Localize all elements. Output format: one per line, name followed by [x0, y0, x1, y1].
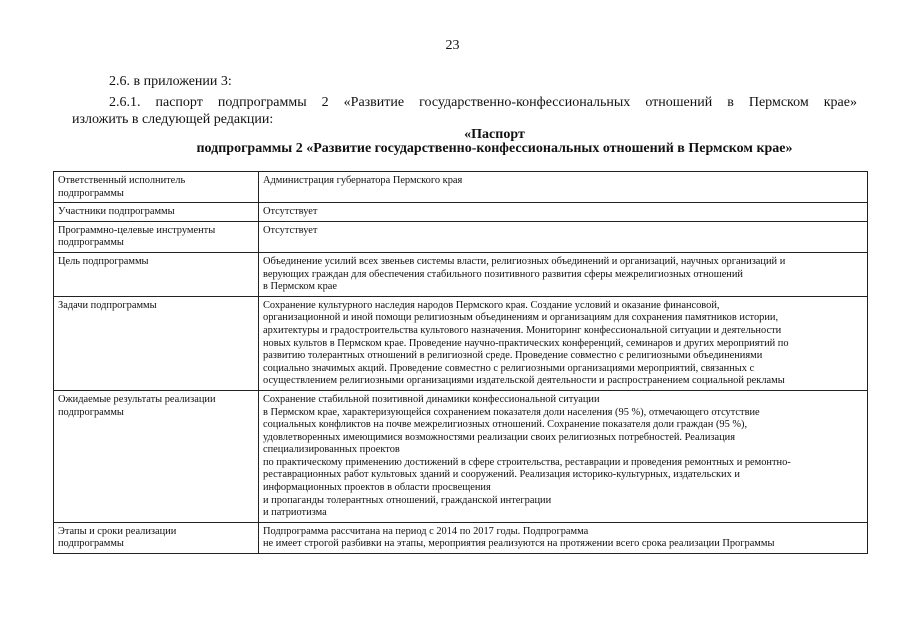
table-row [54, 522, 868, 553]
paragraph-word: паспорт [155, 95, 203, 110]
paragraph-word: крае» [823, 95, 857, 110]
row-label-line: Этапы и сроки реализации [58, 525, 177, 537]
row-value-line: и патриотизма [263, 507, 327, 519]
table-row [54, 172, 868, 203]
passport-heading-line-2: подпрограммы 2 «Развитие государственно-конфессиональных отношений в Пермском крае» [196, 141, 793, 156]
row-label-line: подпрограммы [58, 538, 124, 550]
row-label-cell [54, 522, 259, 553]
row-value-line: в Пермском крае, характеризующейся сохранением показателя доли населения (95 %), отмечающего отсутствие [263, 406, 760, 418]
row-value-cell [259, 221, 868, 252]
row-value-line: информационных проектов в области просвещения [263, 482, 491, 494]
paragraph-word: отношений [645, 95, 713, 110]
row-value-cell [259, 296, 868, 390]
row-label-cell [54, 252, 259, 296]
row-value-line: Сохранение культурного наследия народов Пермского края. Создание условий и оказание финансовой, [263, 299, 720, 311]
row-label-cell [54, 172, 259, 203]
row-value-cell [259, 172, 868, 203]
row-label-line: подпрограммы [58, 237, 124, 249]
row-value-line: Объединение усилий всех звеньев системы власти, религиозных объединений и организаций, научных организаций и [263, 255, 786, 267]
row-label-line: Задачи подпрограммы [58, 299, 157, 311]
passport-table-body [54, 172, 868, 554]
row-value-line: Отсутствует [263, 206, 318, 218]
row-value-line: социальных конфликтов на почве межрелигиозных отношений. Сохранение показателя доли граждан (95 %), [263, 419, 748, 431]
row-value-cell [259, 390, 868, 522]
paragraph-2-6-1 [109, 94, 857, 111]
row-label-line: Программно-целевые инструменты [58, 224, 216, 236]
paragraph-word: «Развитие [343, 95, 405, 110]
row-value-line: развитию толерантных отношений в религиозной среде. Проведение совместно с религиозными объединениями [263, 350, 763, 362]
row-value-line: социально значимых акций. Проведение совместно с религиозными организациями мероприятий, связанных с [263, 362, 755, 374]
row-value-line: по практическому применению достижений в сфере строительства, реставрации и проведения ремонтных и ремонтно- [263, 456, 791, 468]
row-value-line: новых культов в Пермском крае. Проведение научно-практических конференций, семинаров и других мероприятий по [263, 337, 789, 349]
row-label-line: Ожидаемые результаты реализации [58, 393, 216, 405]
table-row [54, 203, 868, 222]
row-value-cell [259, 522, 868, 553]
row-value-line: Отсутствует [263, 224, 318, 236]
row-value-line: реставрационных работ культовых зданий и сооружений. Реализация историко-культурных, издательских и [263, 469, 740, 481]
row-label-cell [54, 221, 259, 252]
row-value-line: Сохранение стабильной позитивной динамики конфессиональной ситуации [263, 393, 600, 405]
paragraph-word: подпрограммы [217, 95, 307, 110]
row-label-cell [54, 390, 259, 522]
paragraph-word: 2 [321, 95, 329, 110]
table-row [54, 296, 868, 390]
row-label-cell [54, 296, 259, 390]
row-label-line: Цель подпрограммы [58, 255, 149, 267]
row-value-line: не имеет строгой разбивки на этапы, мероприятия реализуются на протяжении всего срока реализации Программы [263, 538, 775, 550]
row-value-line: Подпрограмма рассчитана на период с 2014 по 2017 годы. Подпрограмма [263, 525, 589, 537]
paragraph-word: в [727, 95, 734, 110]
row-value-cell [259, 203, 868, 222]
row-label-line: Участники подпрограммы [58, 206, 175, 218]
row-label-line: подпрограммы [58, 406, 124, 418]
row-value-line: Администрация губернатора Пермского края [263, 175, 463, 186]
row-value-line: удовлетворенных имеющимися возможностями реализации своих религиозных потребностей. Реализация [263, 431, 736, 443]
row-label-line: Ответственный исполнитель [58, 175, 186, 186]
page-number: 23 [445, 38, 460, 53]
table-row [54, 252, 868, 296]
row-label-line: подпрограммы [58, 187, 124, 199]
paragraph-word: 2.6.1. [109, 95, 141, 110]
paragraph-continuation: изложить в следующей редакции: [72, 112, 274, 127]
row-value-line: и пропаганды толерантных отношений, гражданской интеграции [263, 494, 552, 506]
row-value-line: в Пермском крае [263, 281, 338, 293]
row-value-line: верующих граждан для обеспечения стабильного позитивного развития сферы межрелигиозных отношений [263, 268, 743, 280]
passport-heading-line-1: «Паспорт [464, 127, 525, 142]
paragraph-2-6: 2.6. в приложении 3: [109, 74, 232, 89]
passport-table [53, 171, 868, 554]
row-label-cell [54, 203, 259, 222]
row-value-line: организационной и иной помощи религиозным объединениям и организациям для сохранения памятников истории, [263, 312, 779, 324]
row-value-cell [259, 252, 868, 296]
row-value-line: архитектуры и градостроительства культового назначения. Мониторинг конфессиональной ситуации и деятельности [263, 324, 782, 336]
table-row [54, 221, 868, 252]
paragraph-word: государственно-конфессиональных [419, 95, 631, 110]
paragraph-word: Пермском [748, 95, 809, 110]
row-value-line: осуществлением религиозными организациями издательской деятельности и распространением социальной рекламы [263, 375, 785, 387]
row-value-line: специализированных проектов [263, 444, 400, 456]
table-row [54, 390, 868, 522]
